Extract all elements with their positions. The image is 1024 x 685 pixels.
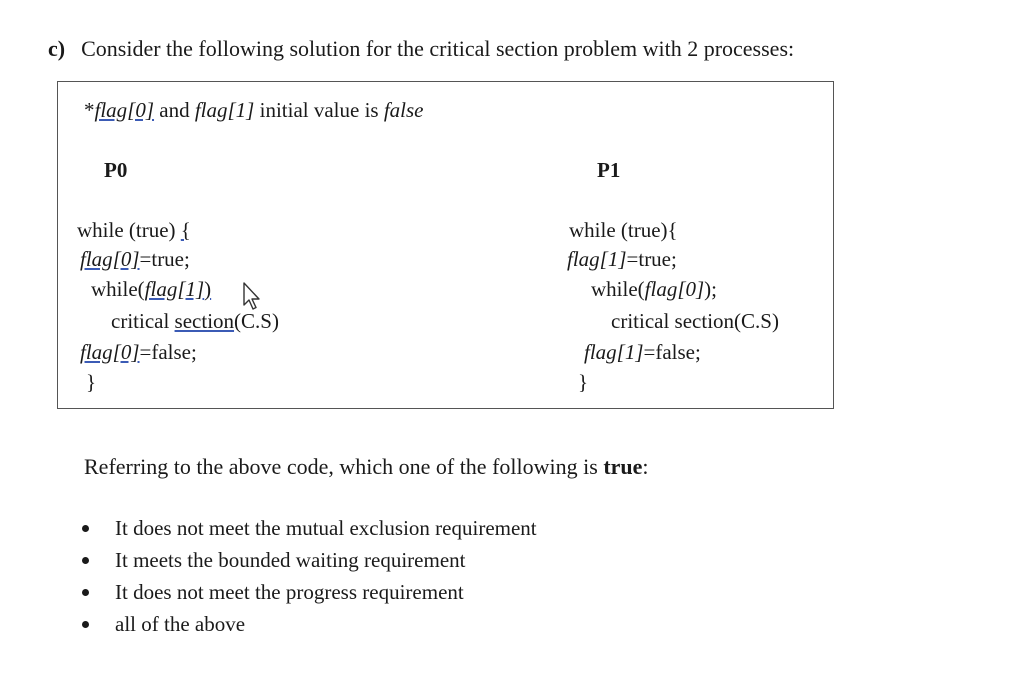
option-text: It does not meet the progress requirement xyxy=(115,580,464,604)
prompt-text xyxy=(84,454,649,480)
p1-flag-true-rest: =true; xyxy=(626,247,677,271)
option-item[interactable] xyxy=(82,612,537,644)
p0-while-true xyxy=(77,220,191,241)
p0-cs-prefix: critical xyxy=(111,309,175,333)
bullet-icon xyxy=(82,525,89,532)
p0-flag-true-var: flag[0] xyxy=(80,247,140,271)
note-flag0: flag[0] xyxy=(94,98,155,122)
p0-while-var: flag[1] xyxy=(144,277,205,301)
p0-while-prefix: while( xyxy=(91,277,145,301)
option-text: It meets the bounded waiting requirement xyxy=(115,548,466,572)
initial-value-note xyxy=(84,98,424,123)
p1-while-var: flag[0] xyxy=(644,277,705,301)
bullet-icon xyxy=(82,621,89,628)
note-rest: initial value is xyxy=(254,98,384,122)
p1-flag-false-var: flag[1] xyxy=(584,340,644,364)
p1-flag-false xyxy=(584,342,701,363)
mouse-pointer-icon xyxy=(242,281,264,311)
option-item[interactable] xyxy=(82,580,537,612)
p1-while-prefix: while( xyxy=(591,277,645,301)
p1-flag-true xyxy=(567,249,677,270)
prompt-body: Referring to the above code, which one of the following is xyxy=(84,454,604,479)
p1-while-true: while (true){ xyxy=(569,218,678,242)
bullet-icon xyxy=(82,589,89,596)
question-label: c) xyxy=(48,36,66,61)
p1-flag-true-var: flag[1] xyxy=(567,247,627,271)
code-box xyxy=(57,81,834,409)
p0-cs-word: section xyxy=(174,309,235,333)
p0-flag-false xyxy=(80,342,197,363)
p0-brace-close: } xyxy=(86,370,97,394)
p1-flag-false-rest: =false; xyxy=(643,340,701,364)
prompt-colon: : xyxy=(642,454,649,479)
p1-while-suffix: ); xyxy=(704,277,717,301)
option-item[interactable] xyxy=(82,516,537,548)
p1-heading: P1 xyxy=(597,158,621,182)
note-and: and xyxy=(154,98,195,122)
note-flag1: flag[1] xyxy=(194,98,255,122)
p0-flag-true-rest: =true; xyxy=(139,247,190,271)
p1-critical-section: critical section(C.S) xyxy=(611,309,779,333)
p0-while-suffix: ) xyxy=(204,277,212,301)
option-text: all of the above xyxy=(115,612,246,636)
note-false: false xyxy=(383,98,424,122)
question-text xyxy=(48,36,794,62)
note-asterisk: * xyxy=(84,98,95,122)
p0-cs-suffix: (C.S) xyxy=(234,309,279,333)
bullet-icon xyxy=(82,557,89,564)
question-body: Consider the following solution for the critical section problem with 2 processes: xyxy=(81,36,795,61)
p1-while-flag xyxy=(591,279,717,300)
p0-brace-open: { xyxy=(180,218,191,242)
p0-flag-false-var: flag[0] xyxy=(80,340,140,364)
prompt-bold: true xyxy=(603,454,643,479)
option-text: It does not meet the mutual exclusion requirement xyxy=(115,516,537,540)
p0-flag-true xyxy=(80,249,190,270)
p1-brace-close: } xyxy=(578,370,589,394)
p0-heading: P0 xyxy=(104,158,128,182)
option-item[interactable] xyxy=(82,548,537,580)
p0-while-flag xyxy=(91,279,211,300)
answer-options xyxy=(82,516,537,644)
p0-critical-section xyxy=(111,311,279,332)
p0-while-true-text: while (true) xyxy=(77,218,181,242)
p0-flag-false-rest: =false; xyxy=(139,340,197,364)
